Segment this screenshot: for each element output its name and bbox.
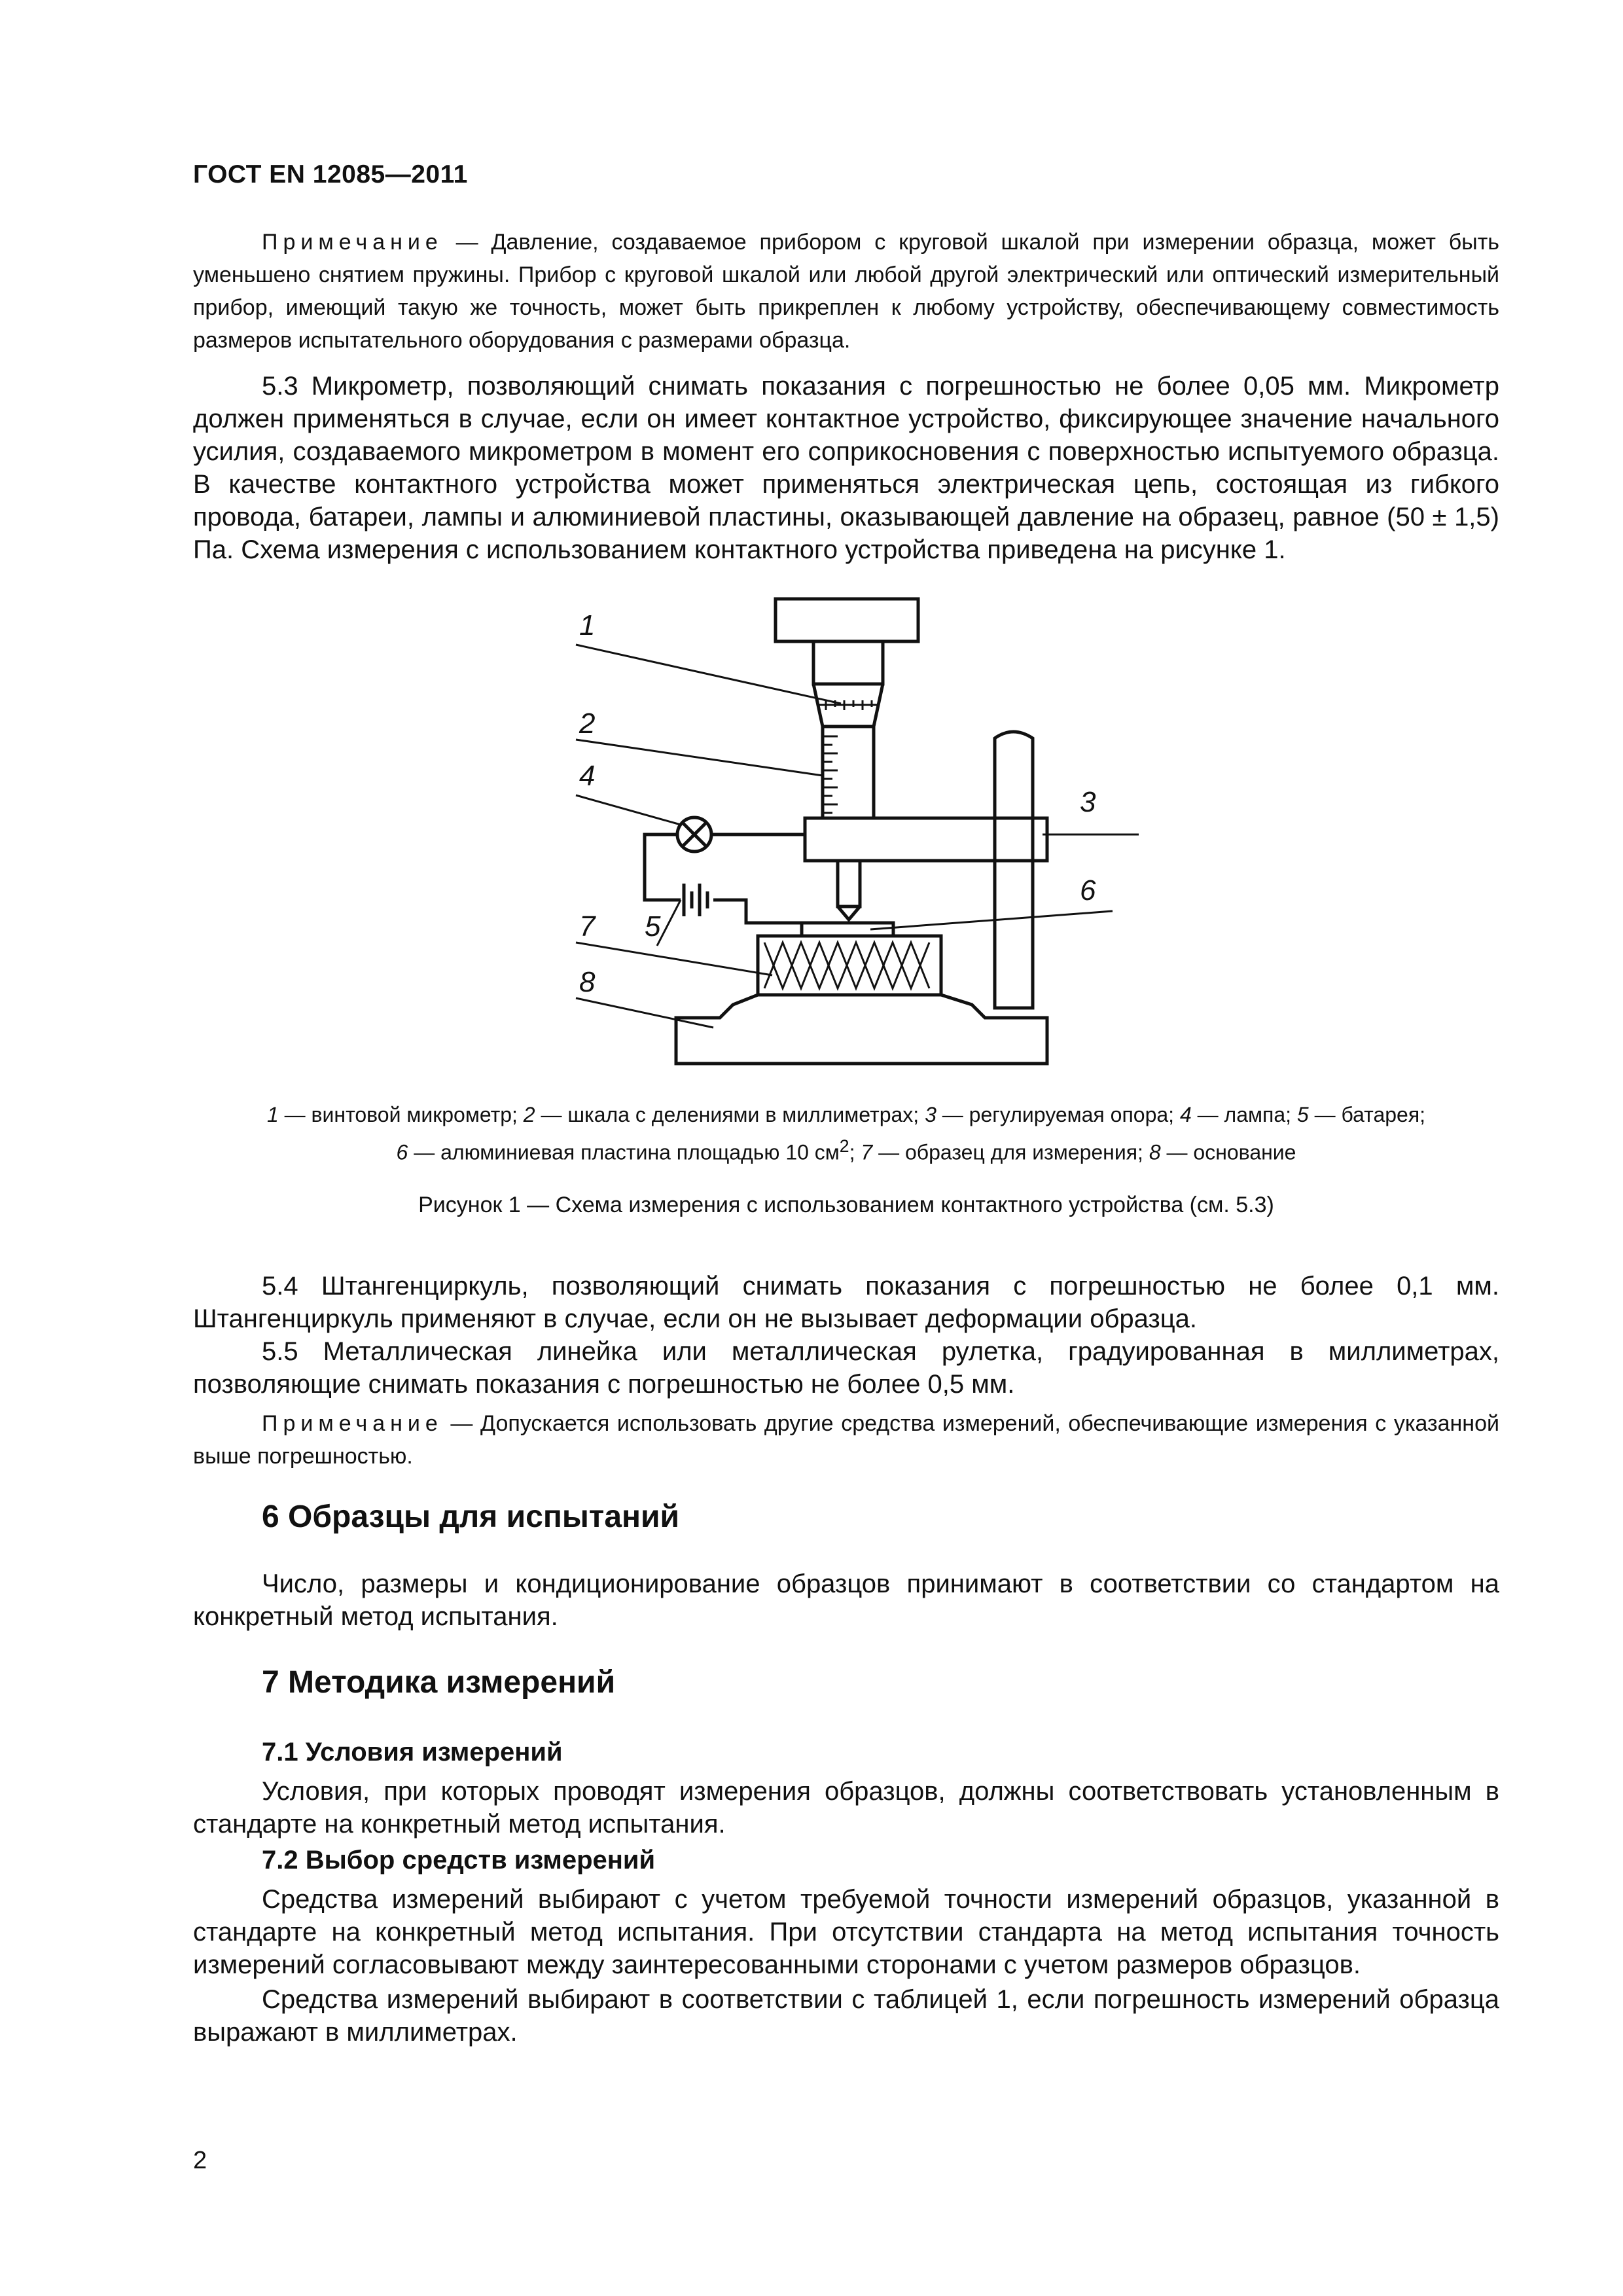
note-1 [193,226,1499,357]
callout-3: 3 [1080,786,1096,818]
section-6-text: Число, размеры и кондиционирование образцов принимают в соответствии со стандартом на конкретный метод испытания. [193,1570,1499,1631]
legend-num-5: 5 [1296,1103,1309,1126]
callout-4: 4 [579,760,596,792]
specimen [758,936,941,995]
legend-text-2: — шкала с делениями в миллиметрах; [535,1103,925,1126]
legend-text-3: — регулируемая опора; [936,1103,1180,1126]
callout-1: 1 [579,609,596,641]
micrometer-spindle [838,861,860,906]
micrometer-thimble [813,641,883,684]
section-7-1-title: 7.1 Условия измерений [262,1738,563,1767]
note-2-text: — Допускается использовать другие средства измерений, обеспечивающие измерения с указанной выше погрешностью. [193,1411,1499,1469]
section-7-2-title: 7.2 Выбор средств измерений [262,1846,656,1874]
legend-num-6: 6 [396,1140,408,1164]
section-7-title: 7 Методика измерений [262,1665,616,1700]
page-number: 2 [193,2147,207,2174]
thimble-scale [818,700,878,710]
section-7-2-text-2: Средства измерений выбирают в соответствии с таблицей 1, если погрешность измерений образца выражают в миллиметрах. [193,1985,1499,2047]
figure-caption: Рисунок 1 — Схема измерения с использованием контактного устройства (см. 5.3) [418,1193,1274,1217]
legend-text-1: — винтовой микрометр; [278,1103,524,1126]
callout-7: 7 [579,910,596,942]
legend-num-8: 8 [1149,1140,1161,1164]
battery-symbol [684,884,707,916]
note-1-label: Примечание [262,230,443,255]
callout-2: 2 [579,708,596,740]
legend-num-1: 1 [266,1103,279,1126]
specimen-hatching [764,942,929,988]
spindle-tip [838,906,860,920]
legend-text-5: — батарея; [1308,1103,1426,1126]
callout-8: 8 [579,966,596,998]
support-arm [805,818,1047,861]
legend-num-7: 7 [861,1140,873,1164]
note-2 [193,1407,1499,1473]
section-6-title: 6 Образцы для испытаний [262,1499,680,1534]
circuit-wires [645,834,805,923]
base [676,995,1047,1064]
legend-separator: ; [849,1140,861,1164]
note-1-text: — Давление, создаваемое прибором с круговой шкалой при измерении образца, может быть уменьшено снятием пружины. Прибор с круговой шкалой или любой другой электрический или оптический измерительный прибор, имеющий такую же точность, может быть прикреплен к любому устройству, обеспечивающему совместимость размеров испытательного оборудования с размерами образца. [193,230,1499,353]
paragraph-5-3: 5.3 Микрометр, позволяющий снимать показания с погрешностью не более 0,05 мм. Микрометр должен применяться в случае, если он имеет контактное устройство, фиксирующее значение начального усилия, создаваемого микрометром в момент его соприкосновения с поверхностью испытуемого образца. В качестве контактного устройства может применяться электрическая цепь, состоящая из гибкого провода, батареи, лампы и алюминиевой пластины, оказывающей давление на образец, равное (50 ± 1,5) Па. Схема измерения с использованием контактного устройства приведена на рисунке 1. [193,372,1499,564]
callout-6: 6 [1080,874,1096,906]
legend-num-4: 4 [1179,1103,1192,1126]
lamp-symbol [677,817,711,852]
paragraph-5-4: 5.4 Штангенциркуль, позволяющий снимать показания с погрешностью не более 0,1 мм. Штангенциркуль применяют в случае, если он не вызывает деформации образца. [193,1272,1499,1333]
barrel-scale [823,736,838,813]
callout-5: 5 [645,910,661,942]
section-7-1-text: Условия, при которых проводят измерения образцов, должны соответствовать установленным в стандарте на конкретный метод испытания. [193,1777,1499,1839]
section-7-2-text-1: Средства измерений выбирают с учетом требуемой точности измерений образцов, указанной в стандарте на конкретный метод испытания. При отсутствии стандарта на метод испытания точность измерений согласовывают между заинтересованными сторонами с учетом размеров образцов. [193,1885,1499,1979]
legend-text-6: — алюминиевая пластина площадью 10 см [408,1140,840,1164]
legend-text-4: — лампа; [1191,1103,1297,1126]
note-2-label: Примечание [262,1411,443,1436]
document-header: ГОСТ EN 12085—2011 [193,160,468,188]
figure-legend-line-2 [193,1131,1499,1168]
legend-superscript: 2 [839,1136,849,1156]
support-column [995,732,1033,1008]
figure-legend-line-1 [193,1100,1499,1130]
legend-num-2: 2 [523,1103,535,1126]
legend-text-8: — основание [1160,1140,1296,1164]
legend-num-3: 3 [925,1103,936,1126]
figure-1-diagram [0,583,1623,1080]
paragraph-5-5: 5.5 Металлическая линейка или металлическая рулетка, градуированная в миллиметрах, позволяющие снимать показания с погрешностью не более 0,5 мм. [193,1337,1499,1399]
micrometer-head [776,599,918,641]
legend-text-7: — образец для измерения; [872,1140,1149,1164]
